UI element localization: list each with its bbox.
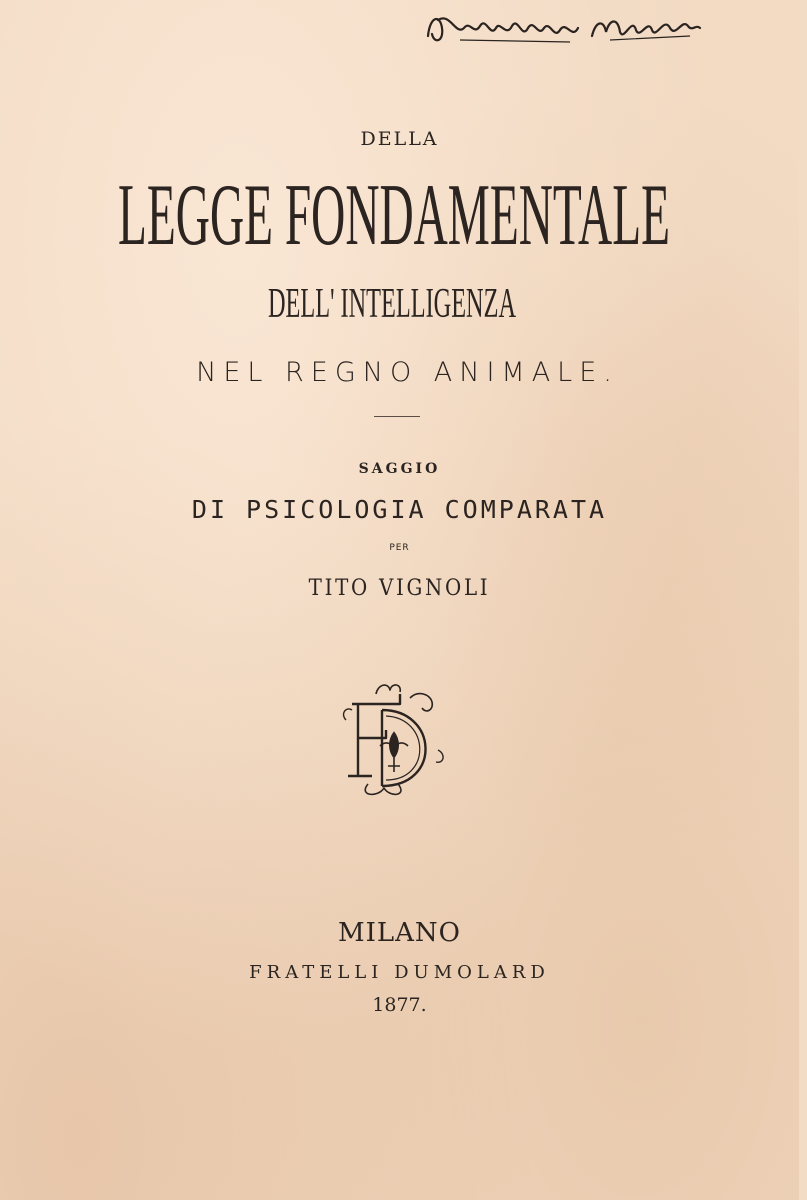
imprint-year: 1877. <box>372 994 427 1016</box>
main-title-text: LEGGE FONDAMENTALE <box>118 167 670 264</box>
saggio-label: SAGGIO <box>358 461 441 477</box>
imprint-publisher: FRATELLI DUMOLARD <box>249 962 550 983</box>
imprint-city: MILANO <box>338 918 461 948</box>
subtitle-intelligenza-text: DELL' INTELLIGENZA <box>268 281 517 327</box>
della-heading: DELLA <box>360 128 439 150</box>
author-name: TITO VIGNOLI <box>308 576 491 601</box>
subtitle-regno-animale: NEL REGNO ANIMALE. <box>196 357 619 388</box>
subtitle-intelligenza <box>268 280 517 327</box>
per-label: PER <box>389 543 410 553</box>
publisher-monogram-icon <box>338 680 450 800</box>
divider-rule <box>374 416 420 417</box>
subtitle-psicologia: DI PSICOLOGIA COMPARATA <box>191 495 608 524</box>
handwritten-signature <box>420 6 705 54</box>
main-title <box>118 167 670 264</box>
